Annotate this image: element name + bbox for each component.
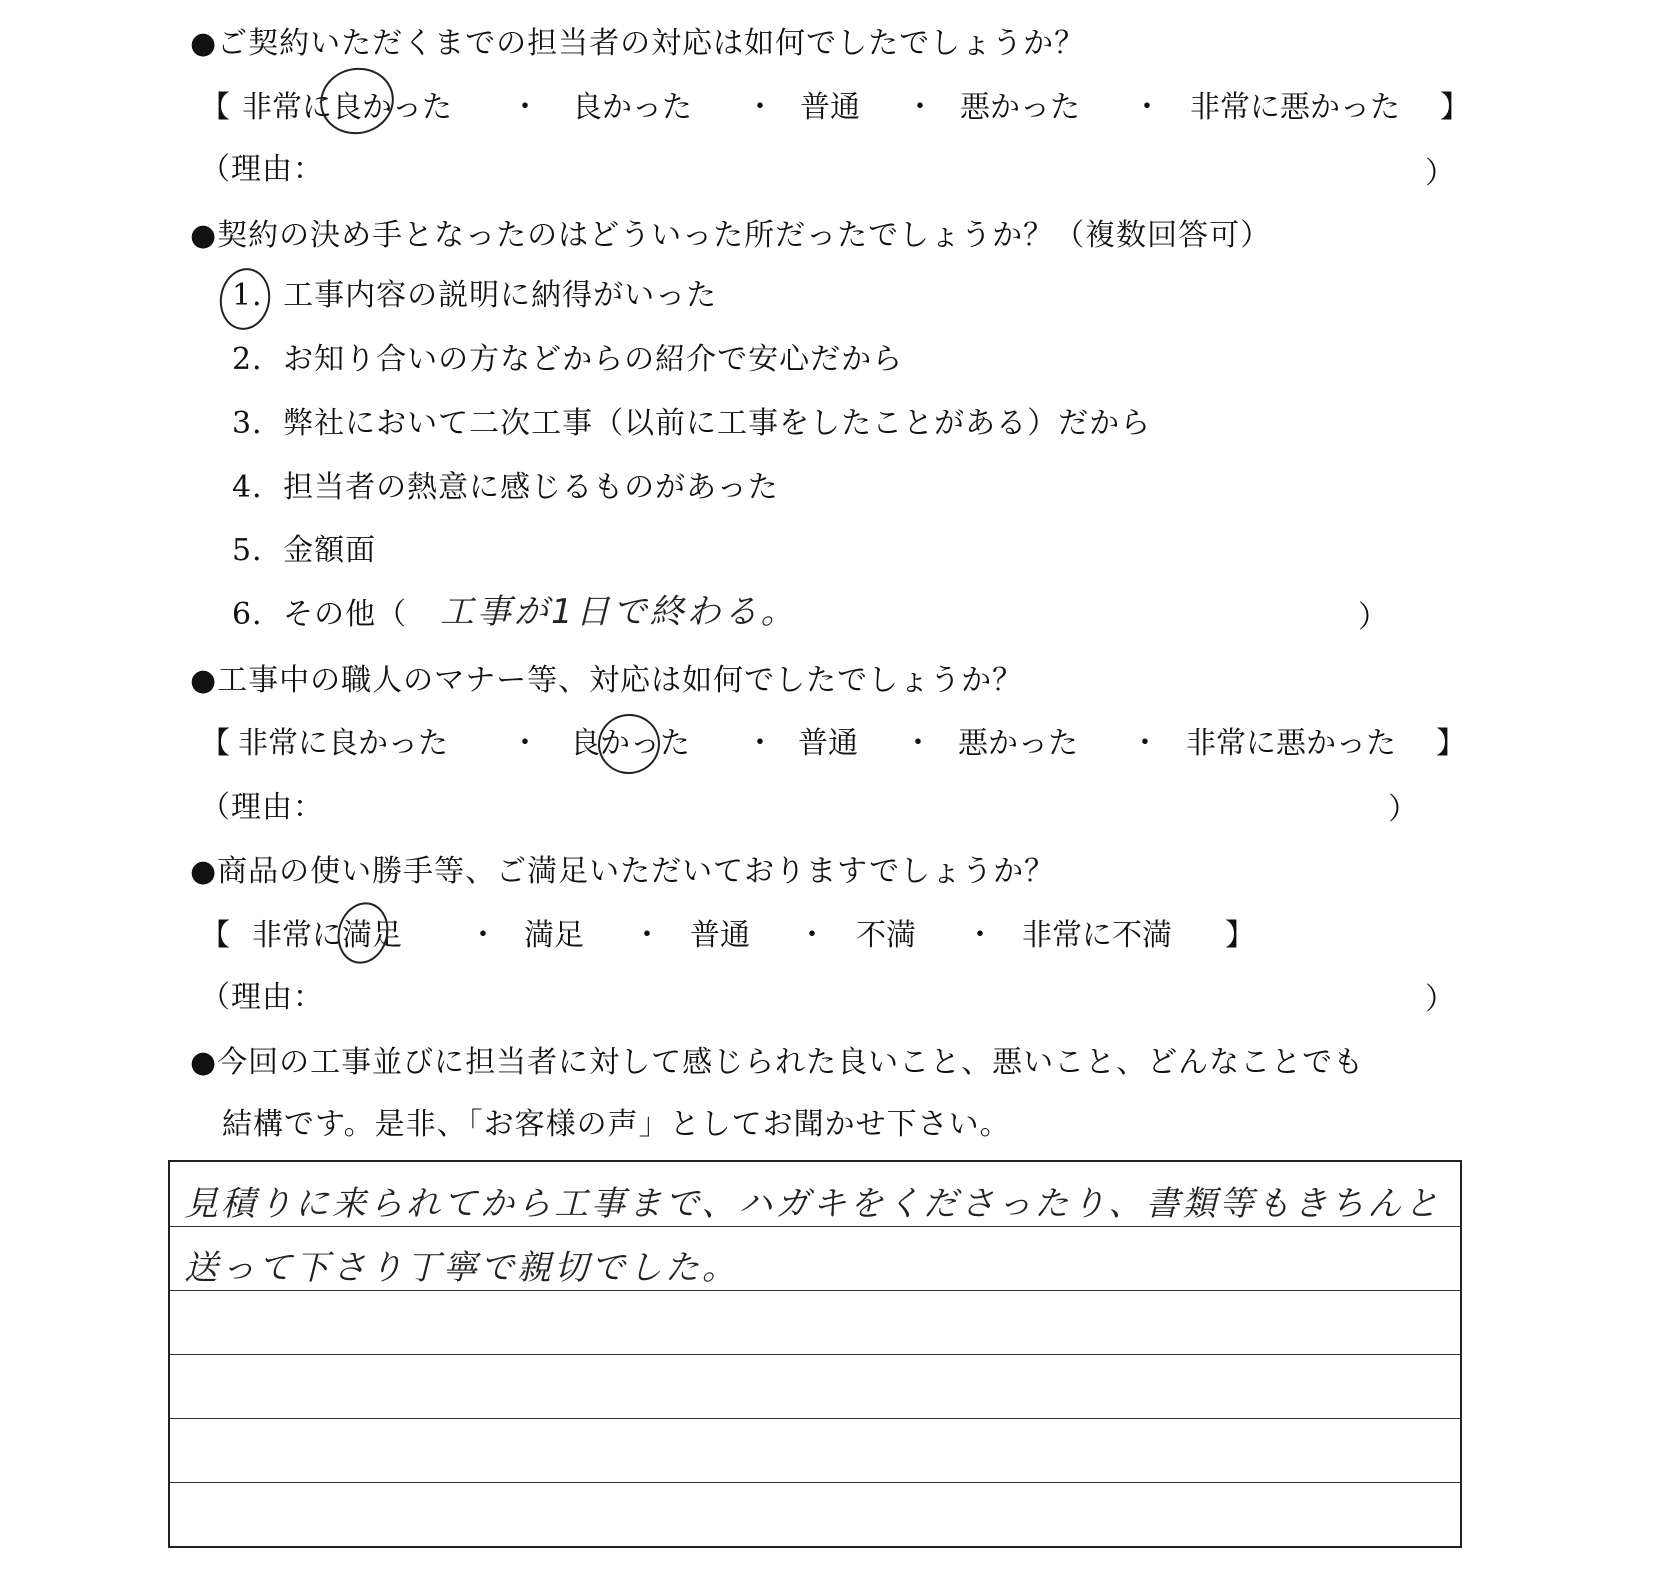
q1-sep: ・ <box>510 90 540 125</box>
q1-option-normal[interactable]: 普通 <box>800 90 860 125</box>
q5-question-line2: 結構です。是非、「お客様の声」としてお聞かせ下さい。 <box>222 1107 1011 1142</box>
q4-options <box>200 918 1460 958</box>
q3-option-very-good[interactable]: 非常に良かった <box>238 726 448 761</box>
q2-other-answer: 工事が1日で終わる。 <box>440 592 798 632</box>
comment-answer-line2: 送って下さり丁寧で親切でした。 <box>184 1248 739 1288</box>
q4-reason-close: ） <box>1425 982 1456 1017</box>
q4-sep: ・ <box>797 918 827 953</box>
q4-option-dissatisfied[interactable]: 不満 <box>856 918 916 953</box>
q1-option-very-good[interactable]: 非常に良かった <box>242 90 452 125</box>
comment-rule <box>170 1354 1460 1355</box>
q3-bracket-close: 】 <box>1436 726 1466 761</box>
q4-sep: ・ <box>468 918 498 953</box>
q2-question: ●契約の決め手となったのはどういった所だったでしょうか？（複数回答可） <box>190 218 1272 253</box>
q2-item-6[interactable]: 6．その他（ <box>232 597 408 632</box>
q1-reason-label: （理由： <box>200 152 324 187</box>
q2-item-5[interactable]: 5．金額面 <box>232 533 377 568</box>
q3-reason-label: （理由： <box>200 790 324 825</box>
q2-item-4[interactable]: 4．担当者の熱意に感じるものがあった <box>232 470 779 505</box>
q1-sep: ・ <box>905 90 935 125</box>
q1-sep: ・ <box>745 90 775 125</box>
q4-bracket-open: 【 <box>200 918 230 953</box>
q1-sep: ・ <box>1132 90 1162 125</box>
q2-other-close: ） <box>1358 600 1389 635</box>
q3-option-normal[interactable]: 普通 <box>798 726 858 761</box>
q2-item-3[interactable]: 3．弊社において二次工事（以前に工事をしたことがある）だから <box>232 406 1152 441</box>
comment-box[interactable] <box>168 1160 1462 1548</box>
q3-reason-close: ） <box>1388 792 1419 827</box>
q4-option-normal[interactable]: 普通 <box>690 918 750 953</box>
q4-question: ●商品の使い勝手等、ご満足いただいておりますでしょうか？ <box>190 854 1056 889</box>
q4-reason-label: （理由： <box>200 980 324 1015</box>
q4-bracket-close: 】 <box>1225 918 1255 953</box>
q4-option-very-satisfied[interactable]: 非常に満足 <box>252 918 402 953</box>
q3-question: ●工事中の職人のマナー等、対応は如何でしたでしょうか？ <box>190 663 1024 698</box>
comment-rule <box>170 1226 1460 1227</box>
q3-bracket-open: 【 <box>200 726 230 761</box>
q1-reason-close: ） <box>1425 156 1456 191</box>
q4-option-very-dissatisfied[interactable]: 非常に不満 <box>1022 918 1172 953</box>
q4-circle-mark <box>331 897 395 970</box>
q3-sep: ・ <box>1130 726 1160 761</box>
q4-sep: ・ <box>632 918 662 953</box>
q3-option-bad[interactable]: 悪かった <box>958 726 1078 761</box>
q1-bracket-open: 【 <box>200 90 230 125</box>
q1-question: ●ご契約いただくまでの担当者の対応は如何でしたでしょうか？ <box>190 26 1086 61</box>
q5-question-line1: ●今回の工事並びに担当者に対して感じられた良いこと、悪いこと、どんなことでも <box>190 1045 1365 1080</box>
q3-sep: ・ <box>903 726 933 761</box>
comment-rule <box>170 1290 1460 1291</box>
q3-option-very-bad[interactable]: 非常に悪かった <box>1186 726 1396 761</box>
q2-item-1[interactable]: 1．工事内容の説明に納得がいった <box>232 278 718 313</box>
q1-bracket-close: 】 <box>1440 90 1470 125</box>
q1-option-good[interactable]: 良かった <box>572 90 692 125</box>
q2-item-1-circle-mark <box>215 264 275 334</box>
q3-option-good[interactable]: 良かった <box>570 726 690 761</box>
comment-rule <box>170 1482 1460 1483</box>
q3-sep: ・ <box>510 726 540 761</box>
comment-rule <box>170 1418 1460 1419</box>
q3-sep: ・ <box>745 726 775 761</box>
q1-option-very-bad[interactable]: 非常に悪かった <box>1190 90 1400 125</box>
q3-circle-mark <box>594 710 664 778</box>
comment-answer-line1: 見積りに来られてから工事まで、ハガキをくださったり、書類等もきちんと <box>184 1184 1442 1224</box>
q4-option-satisfied[interactable]: 満足 <box>524 918 584 953</box>
q3-options <box>200 726 1466 766</box>
q4-sep: ・ <box>965 918 995 953</box>
q1-option-bad[interactable]: 悪かった <box>960 90 1080 125</box>
q2-item-2[interactable]: 2．お知り合いの方などからの紹介で安心だから <box>232 342 904 377</box>
